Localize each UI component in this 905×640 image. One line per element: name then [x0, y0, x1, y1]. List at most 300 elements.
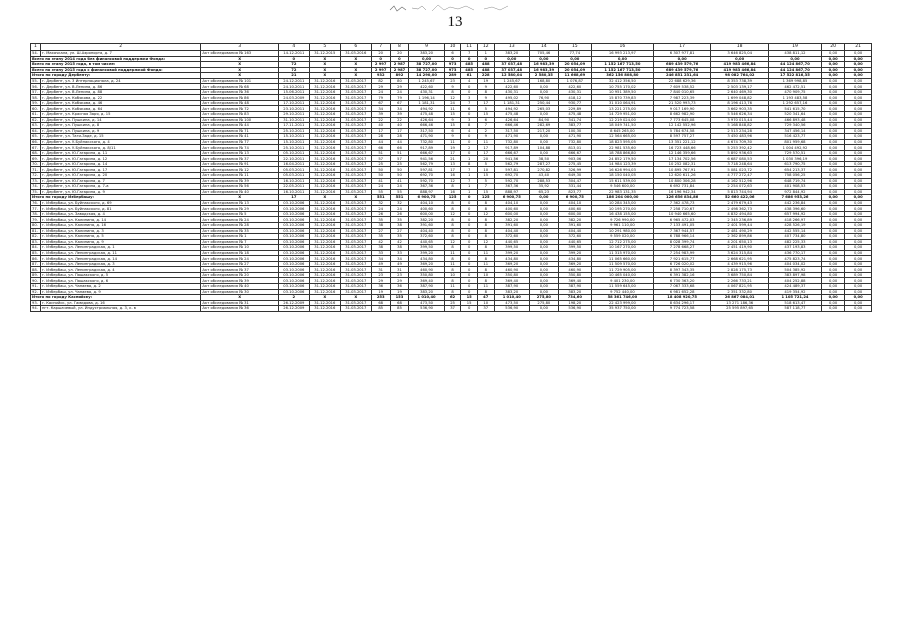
table-cell: X	[309, 67, 340, 73]
table-cell: 42	[371, 239, 390, 245]
table-cell: 12 146 359,66	[653, 150, 711, 156]
table-cell: 8	[477, 206, 494, 212]
table-cell: 0,00	[845, 261, 872, 267]
table-cell: 2 503 139,17	[711, 84, 769, 90]
table-cell: 482 225,33	[768, 239, 821, 245]
table-cell: 6 900,75	[409, 195, 444, 201]
table-cell: 10 951 389,50	[591, 89, 653, 95]
table-cell: 31.03.2017	[340, 278, 371, 284]
table-cell: 265,03	[529, 106, 558, 112]
table-cell: 79.	[31, 217, 41, 223]
table-cell: 246 851 231,64	[653, 73, 711, 79]
table-cell: 471,90	[558, 134, 591, 140]
table-cell: 3	[461, 117, 478, 123]
table-cell: 15	[461, 300, 478, 306]
table-cell: 153	[390, 295, 409, 301]
column-number: 1	[31, 44, 41, 51]
table-cell: 7 133 491,05	[653, 222, 711, 228]
table-cell: Акт обследования № 40	[201, 283, 278, 289]
table-cell: 10 755 170,02	[591, 84, 653, 90]
table-cell: 33	[371, 250, 390, 256]
table-cell: 5	[477, 178, 494, 184]
table-cell: 74.	[31, 184, 41, 190]
table-cell: Акт обследования № 48	[201, 100, 278, 106]
table-cell: 6 726 020,02	[653, 261, 711, 267]
table-cell: 55	[371, 189, 390, 195]
table-cell: 2 362 899,86	[711, 234, 769, 240]
table-cell: 31.03.2017	[340, 272, 371, 278]
table-cell: 68	[371, 300, 390, 306]
table-cell: 84,90	[529, 117, 558, 123]
table-cell: 12 219 024,00	[591, 117, 653, 123]
table-cell: 9 961 110,00	[591, 222, 653, 228]
table-cell: 6 391 382,16	[653, 272, 711, 278]
table-cell: 71.	[31, 167, 41, 173]
table-cell: 82	[371, 78, 390, 84]
table-cell: 16 438 155,00	[591, 211, 653, 217]
table-cell: 0,00	[529, 306, 558, 312]
table-cell: 369,20	[494, 261, 529, 267]
table-cell: 6 788 966,14	[653, 234, 711, 240]
table-cell: 475,48	[494, 112, 529, 118]
table-cell: Акт обследования № 31	[201, 300, 278, 306]
table-cell: 19	[371, 289, 390, 295]
table-cell: 19	[444, 145, 461, 151]
table-cell: 6	[477, 117, 494, 123]
table-cell: X	[201, 195, 278, 201]
address-cell: г. Дербент, ул. В.Ленина, д. 86	[40, 84, 200, 90]
table-cell: 418 266,97	[768, 217, 821, 223]
table-cell: 50	[390, 167, 409, 173]
table-cell: 8 397 343,35	[653, 267, 711, 273]
address-cell: г. Дербент, ул. Кобякова, д. 46	[40, 100, 200, 106]
table-cell: 473,50	[409, 300, 444, 306]
table-cell: 2 401 599,44	[711, 222, 769, 228]
table-cell: 0	[390, 56, 409, 62]
table-cell: 6	[461, 106, 478, 112]
table-cell: 22 423 999,00	[591, 300, 653, 306]
table-cell: 2 266 733,21	[711, 278, 769, 284]
table-cell: 372,60	[558, 234, 591, 240]
table-cell: 23	[444, 78, 461, 84]
table-cell: 8	[461, 161, 478, 167]
table-cell: Акт обследования № 24	[201, 256, 278, 262]
table-cell: 4 201 650,13	[711, 239, 769, 245]
table-cell: 38 727,00	[409, 67, 444, 73]
table-cell: 536,90	[558, 306, 591, 312]
table-cell: 422,60	[558, 84, 591, 90]
table-cell: 0,00	[529, 261, 558, 267]
table-cell: 31.03.2017	[340, 200, 371, 206]
table-cell: 0,00	[822, 178, 845, 184]
table-cell: 399,20	[409, 250, 444, 256]
table-cell: 5	[477, 161, 494, 167]
table-cell: 03.10.2006	[278, 239, 309, 245]
table-cell: 3 718 248,64	[711, 161, 769, 167]
table-cell: 732,80	[558, 139, 591, 145]
table-cell: 888,97	[494, 189, 529, 195]
table-cell: 8	[444, 228, 461, 234]
table-cell: 404,10	[409, 200, 444, 206]
address-cell: г. Дербент, ул. Пушкина, д. 14	[40, 117, 200, 123]
table-cell: 0	[461, 217, 478, 223]
header-row	[31, 44, 872, 51]
table-cell: 592,70	[409, 178, 444, 184]
table-cell: 10 800 306,28	[653, 178, 711, 184]
table-cell: 8	[461, 123, 478, 129]
table-cell: 8	[477, 256, 494, 262]
table-cell: 28	[390, 134, 409, 140]
table-cell: 383 897,98	[768, 272, 821, 278]
table-cell: 7 254 983,99	[653, 250, 711, 256]
table-cell: 80.	[31, 222, 41, 228]
table-cell: 9 017 169,90	[653, 106, 711, 112]
table-cell: 387,90	[558, 283, 591, 289]
table-cell: X	[309, 295, 340, 301]
table-cell: 31.03.2017	[340, 150, 371, 156]
table-cell: 4 439 915,96	[711, 261, 769, 267]
table-cell: 3 689 750,84	[711, 272, 769, 278]
table-cell: 10 291 980,00	[591, 228, 653, 234]
table-cell: Акт обследования № 40	[201, 189, 278, 195]
table-cell: 77,74	[558, 51, 591, 57]
table-cell: 38	[371, 222, 390, 228]
table-cell: 6 692 731,84	[653, 184, 711, 190]
table-cell: 31.03.2017	[340, 106, 371, 112]
table-cell: 31.12.2016	[309, 261, 340, 267]
table-cell: 21 520 993,73	[653, 100, 711, 106]
table-cell: 0	[278, 56, 309, 62]
address-cell: г. Дербент, ул. У.Буйнакского, д. 4	[40, 139, 200, 145]
table-cell: Акт обследования № 11	[201, 173, 278, 179]
table-cell: 0,00	[822, 234, 845, 240]
table-cell: 404,40	[558, 228, 591, 234]
address-cell: г. Избербаш, ул. Калинина, д. 3	[40, 228, 200, 234]
table-cell: 5 546 626,34	[711, 112, 769, 118]
table-cell: 31.12.2016	[309, 239, 340, 245]
table-cell: 40	[371, 123, 390, 129]
table-cell: 424 489,37	[768, 283, 821, 289]
table-cell: 0,00	[845, 161, 872, 167]
column-number: 18	[711, 44, 769, 51]
table-cell: 11 729 905,00	[591, 267, 653, 273]
column-number: 9	[409, 44, 444, 51]
table-cell: 62	[444, 295, 461, 301]
total-row	[31, 67, 872, 73]
table-cell: 24.12.2011	[278, 78, 309, 84]
table-cell: 66.	[31, 139, 41, 145]
table-cell: 31.12.2016	[309, 134, 340, 140]
table-cell: 31.12.2016	[309, 211, 340, 217]
table-cell: 7 686 953,26	[768, 195, 821, 201]
table-cell: 404,40	[409, 228, 444, 234]
table-cell: 37	[444, 306, 461, 312]
table-cell: 0,00	[845, 178, 872, 184]
table-cell: 104,88	[529, 145, 558, 151]
table-cell: 0,00	[845, 300, 872, 306]
table-cell: 12 580,04	[494, 73, 529, 79]
table-cell: 22 688 629,36	[653, 78, 711, 84]
table-cell: 60.	[31, 106, 41, 112]
table-cell: 17.10.2011	[278, 100, 309, 106]
table-cell: 418,12	[558, 95, 591, 101]
table-cell: 0,00	[822, 245, 845, 251]
table-cell: 67	[390, 100, 409, 106]
table-cell: 382,20	[409, 217, 444, 223]
table-cell: 31.03.2017	[340, 189, 371, 195]
table-cell: 0,00	[845, 272, 872, 278]
table-cell: 8 645 265,00	[591, 128, 653, 134]
address-cell: г. Избербаш, ул. Пашакского, д. 5	[40, 272, 200, 278]
table-cell: 0,00	[822, 100, 845, 106]
table-cell: 275,80	[529, 300, 558, 306]
table-cell: 31.12.2016	[309, 161, 340, 167]
table-cell: 20	[477, 156, 494, 162]
table-cell: X	[201, 67, 278, 73]
table-cell: 20 054,09	[558, 62, 591, 68]
table-cell: 0,00	[822, 112, 845, 118]
table-cell: 8	[444, 245, 461, 251]
table-cell: 31.03.2017	[340, 123, 371, 129]
table-cell: 15	[477, 173, 494, 179]
table-cell: 941,56	[494, 156, 529, 162]
table-cell: 399,20	[558, 250, 591, 256]
table-cell: 7 278 668,27	[653, 245, 711, 251]
table-cell: 5 253 392,42	[711, 145, 769, 151]
table-cell: 03.10.2006	[278, 234, 309, 240]
table-cell: 0,00	[822, 195, 845, 201]
table-cell: 0,00	[822, 295, 845, 301]
table-cell: 18 408 920,75	[653, 295, 711, 301]
table-cell: 466 893,48	[768, 117, 821, 123]
table-cell: 823,77	[558, 189, 591, 195]
table-cell: 2 987	[390, 67, 409, 73]
table-cell: 0,00	[845, 112, 872, 118]
table-cell: 31.03.2017	[340, 89, 371, 95]
table-cell: 5 168 848,82	[711, 123, 769, 129]
table-cell: 0,00	[768, 56, 821, 62]
table-cell: 8	[444, 206, 461, 212]
table-cell: Акт обследования № 29	[201, 206, 278, 212]
table-cell: 38	[390, 245, 409, 251]
total-label: Итого по городу Дербенту:	[31, 73, 201, 79]
table-cell: 387,90	[494, 283, 529, 289]
table-cell: 383,20	[494, 51, 529, 57]
table-cell: 0,00	[845, 222, 872, 228]
table-cell: 16 196 942,34	[653, 189, 711, 195]
table-cell: 2 498 362,73	[711, 206, 769, 212]
table-cell: 407 734,80	[768, 234, 821, 240]
table-cell: 68.	[31, 150, 41, 156]
table-cell: 6 965 472,03	[653, 217, 711, 223]
table-cell: 38 727,00	[409, 62, 444, 68]
table-cell: 11	[477, 250, 494, 256]
table-cell: 8	[477, 289, 494, 295]
table-cell: 2 481 490,29	[711, 228, 769, 234]
table-cell: 369,40	[558, 278, 591, 284]
table-cell: 8	[444, 289, 461, 295]
table-cell: X	[340, 67, 371, 73]
table-cell: 7	[461, 100, 478, 106]
table-cell: 10 940 665,60	[653, 211, 711, 217]
table-cell: 460,90	[494, 267, 529, 273]
table-cell: 0,00	[558, 56, 591, 62]
table-cell: 67.	[31, 145, 41, 151]
table-cell: 666,46	[409, 123, 444, 129]
table-cell: 0,00	[529, 222, 558, 228]
table-cell: 0,00	[845, 206, 872, 212]
table-cell: 168,80	[529, 78, 558, 84]
table-cell: Акт обследования № 28	[201, 222, 278, 228]
table-cell: 39	[371, 112, 390, 118]
table-cell: 51	[390, 150, 409, 156]
table-cell: 1	[461, 156, 478, 162]
table-cell: 73.	[31, 178, 41, 184]
table-cell: 15.10.2011	[278, 134, 309, 140]
table-cell: 0,00	[845, 56, 872, 62]
table-cell: 26.12.2009	[278, 300, 309, 306]
address-cell: г. Избербаш, ул. Калинина, д. 16	[40, 222, 200, 228]
table-cell: 562,79	[409, 161, 444, 167]
table-cell: 8 196 413,76	[711, 100, 769, 106]
table-cell: 0,00	[822, 62, 845, 68]
table-cell: 0,00	[845, 145, 872, 151]
table-cell: 973	[444, 67, 461, 73]
table-cell: 9 546 600,00	[591, 184, 653, 190]
table-cell: 75.	[31, 189, 41, 195]
table-cell: 0	[461, 278, 478, 284]
table-cell: 0,00	[822, 134, 845, 140]
table-cell: 326,99	[558, 167, 591, 173]
table-cell: 03.10.2006	[278, 289, 309, 295]
table-cell: 0,00	[822, 283, 845, 289]
table-cell: 7 609 538,52	[653, 84, 711, 90]
table-cell: 31.03.2017	[340, 283, 371, 289]
table-cell: 0,00	[845, 134, 872, 140]
table-cell: 2 828 175,73	[711, 267, 769, 273]
table-cell: 31.12.2016	[309, 217, 340, 223]
table-cell: 32	[390, 200, 409, 206]
table-cell: 0	[461, 56, 478, 62]
address-cell: г. Дербент, ул. Ю.Гагарина, д. 12	[40, 156, 200, 162]
table-cell: 8	[444, 217, 461, 223]
table-cell: 57	[390, 156, 409, 162]
table-cell: 44	[390, 139, 409, 145]
table-cell: 7 987 223,39	[653, 95, 711, 101]
table-cell: 14 729 951,00	[591, 112, 653, 118]
table-cell: 0,00	[845, 278, 872, 284]
table-cell: 31.12.2015	[309, 51, 340, 57]
table-cell: 0,00	[845, 89, 872, 95]
table-cell: 31.12.2016	[309, 100, 340, 106]
table-cell: 22.10.2011	[278, 156, 309, 162]
table-cell: 657 994,92	[768, 211, 821, 217]
table-cell: 93.	[31, 300, 41, 306]
table-cell: 0,00	[529, 150, 558, 156]
table-cell: 11	[444, 261, 461, 267]
table-cell: 0	[461, 272, 478, 278]
table-cell: 12	[444, 95, 461, 101]
table-cell: 391,60	[558, 222, 591, 228]
table-cell: 12	[444, 239, 461, 245]
table-cell: 562,79	[494, 161, 529, 167]
table-cell: 287,27	[529, 161, 558, 167]
table-cell: 1 076,87	[558, 78, 591, 84]
table-cell: 31.03.2017	[340, 78, 371, 84]
table-cell: 10 284 345,00	[591, 200, 653, 206]
table-cell: 801 959,68	[768, 139, 821, 145]
table-cell: 03.10.2006	[278, 211, 309, 217]
table-cell: 437 193,83	[768, 245, 821, 251]
table-cell: 8	[477, 234, 494, 240]
table-cell: 76.	[31, 200, 41, 206]
table-cell: 28	[371, 134, 390, 140]
table-cell: 89.	[31, 272, 41, 278]
address-cell: г. Дербент, ул. В.Ленина, д. 88	[40, 89, 200, 95]
table-cell: 17	[390, 128, 409, 134]
address-cell: г. Избербаш, ул. Калинина, д. 14	[40, 217, 200, 223]
table-cell: 2 451 419,90	[711, 245, 769, 251]
table-cell: 31.12.2016	[309, 117, 340, 123]
table-cell: 0,00	[822, 289, 845, 295]
table-cell: X	[340, 73, 371, 79]
table-cell: 9	[477, 95, 494, 101]
table-cell: 367,36	[409, 184, 444, 190]
table-cell: 597,81	[409, 167, 444, 173]
table-cell: 44 124 867,70	[768, 67, 821, 73]
table-cell: 31.03.2017	[340, 100, 371, 106]
table-cell: X	[340, 62, 371, 68]
table-cell: 31.12.2016	[309, 95, 340, 101]
table-cell: 10 195 270,00	[591, 206, 653, 212]
table-cell: 304,47	[558, 178, 591, 184]
table-cell: 6 981 652,28	[653, 289, 711, 295]
table-cell: 91.	[31, 283, 41, 289]
table-cell: 34	[371, 256, 390, 262]
table-cell: 369,40	[409, 278, 444, 284]
table-cell: 2 640 469,30	[711, 89, 769, 95]
table-cell: 16 983,39	[529, 62, 558, 68]
table-cell: 31.03.2017	[340, 173, 371, 179]
table-cell: 16.10.2011	[278, 189, 309, 195]
table-cell: 10	[477, 167, 494, 173]
table-cell: 2 997	[371, 67, 390, 73]
table-cell: 36	[390, 283, 409, 289]
table-cell: 13 351 221,12	[653, 139, 711, 145]
table-cell: 0,00	[822, 145, 845, 151]
address-cell: г. Избербаш, ул. Ленинградская, д. 1	[40, 245, 200, 251]
column-number: 10	[444, 44, 461, 51]
table-cell: 973	[444, 62, 461, 68]
table-cell: 15 870 739,83	[591, 95, 653, 101]
table-cell: 14 290,00	[409, 73, 444, 79]
table-cell: 31.03.2017	[340, 228, 371, 234]
table-cell: 1 010,40	[494, 295, 529, 301]
table-cell: 0,00	[845, 250, 872, 256]
table-cell: 5 784 674,58	[653, 128, 711, 134]
table-cell: 0,00	[822, 117, 845, 123]
table-cell: 0	[461, 234, 478, 240]
table-cell: 100,30	[558, 128, 591, 134]
table-cell: 9	[477, 134, 494, 140]
table-cell: 58.	[31, 95, 41, 101]
table-cell: 0,00	[822, 73, 845, 79]
table-cell: 8	[444, 222, 461, 228]
table-cell: 0,00	[822, 184, 845, 190]
table-cell: 516 423,77	[768, 134, 821, 140]
table-cell: 541 615,70	[768, 106, 821, 112]
table-cell: 8	[477, 228, 494, 234]
